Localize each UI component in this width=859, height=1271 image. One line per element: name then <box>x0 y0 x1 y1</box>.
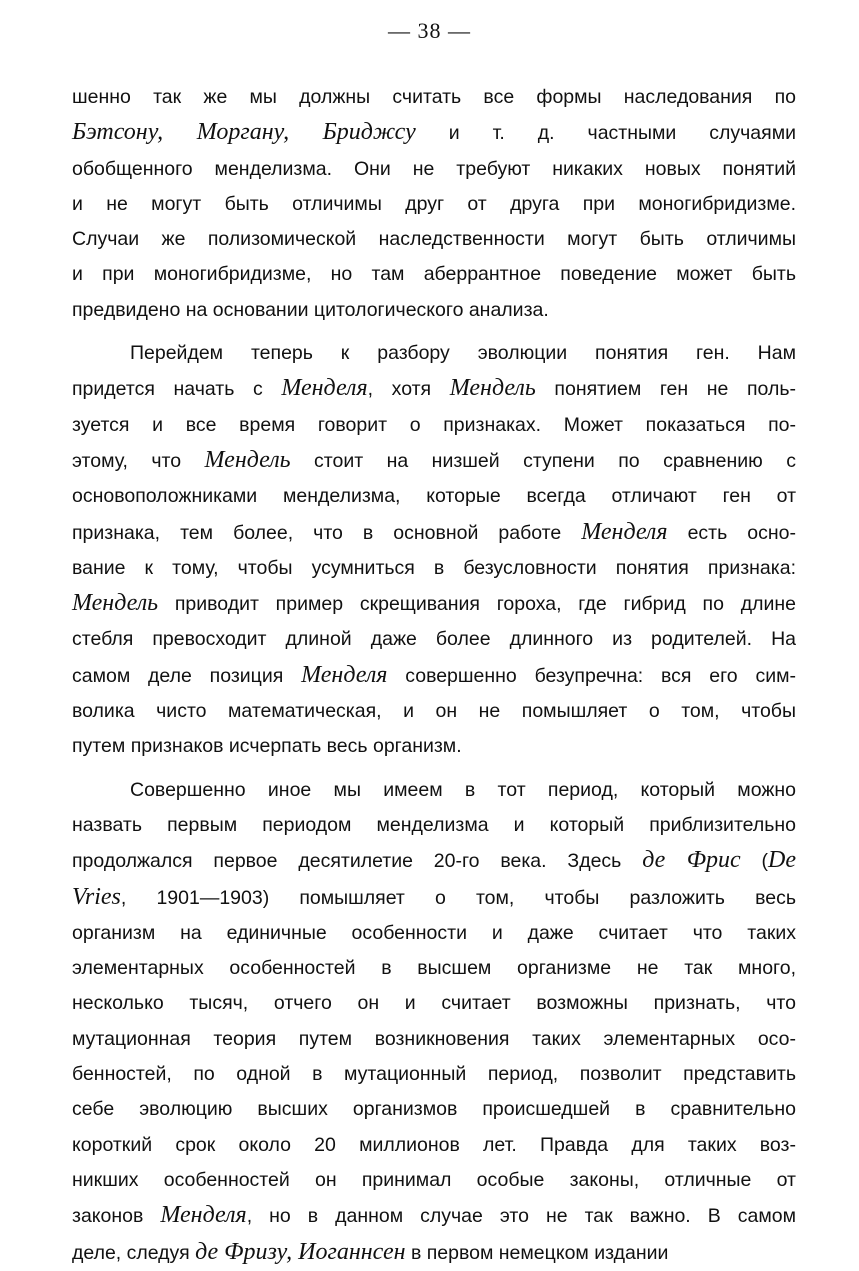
page-number: — 38 — <box>388 18 471 43</box>
text-line: Бэтсону, Моргану, Бриджсу и т. д. частными случаями <box>72 119 796 146</box>
text-line: продолжался первое десятилетие 20-го века. Здесь де Фрис (De <box>72 847 796 874</box>
italic-name: Бэтсону, Моргану, Бриджсу <box>72 119 416 146</box>
italic-name: Менделя <box>301 661 388 688</box>
text-line: несколько тысяч, отчего он и считает возможны признать, что <box>72 992 796 1015</box>
text-line: законов Менделя, но в данном случае это не так важно. В самом <box>72 1202 796 1229</box>
italic-name: Мендель <box>204 446 291 473</box>
text-line: Мендель приводит пример скрещивания гороха, где гибрид по длине <box>72 590 796 617</box>
italic-name: Менделя <box>281 375 368 402</box>
paragraph-1 <box>72 80 796 328</box>
text-line: самом деле позиция Менделя совершенно безупречна: вся его сим- <box>72 661 796 688</box>
text-line: этому, что Мендель стоит на низшей ступени по сравнению с <box>72 446 796 473</box>
text-line: предвидено на основании цитологического анализа. <box>72 298 549 321</box>
text-line: признака, тем более, что в основной работе Менделя есть осно- <box>72 518 796 545</box>
italic-name: Менделя <box>581 518 668 545</box>
text-line: шенно так же мы должны считать все формы наследования по <box>72 86 796 108</box>
italic-name: Менделя <box>160 1202 247 1229</box>
text-line: обобщенного менделизма. Они не требуют никаких новых понятий <box>72 157 796 180</box>
text-line: основоположниками менделизма, которые всегда отличают ген от <box>72 485 796 508</box>
text-line: себе эволюцию высших организмов происшедшей в сравнительно <box>72 1098 796 1121</box>
body-text <box>72 80 796 1271</box>
text-line: придется начать с Менделя, хотя Мендель понятием ген не поль- <box>72 375 796 402</box>
text-line: и при моногибридизме, но там аберрантное поведение может быть <box>72 263 796 286</box>
text-line: короткий срок около 20 миллионов лет. Правда для таких воз- <box>72 1133 796 1156</box>
text-line: и не могут быть отличимы друг от друга при моногибридизме. <box>72 192 796 215</box>
text-line: Перейдем теперь к разбору эволюции понятия ген. Нам <box>130 342 796 365</box>
text-line: путем признаков исчерпать весь организм. <box>72 735 462 758</box>
text-line: организм на единичные особенности и даже считает что таких <box>72 921 796 944</box>
text-line: Случаи же полизомической наследственности могут быть отличимы <box>72 228 796 251</box>
italic-name: Мендель <box>449 375 536 402</box>
text-line: мутационная теория путем возникновения таких элементарных осо- <box>72 1027 796 1050</box>
italic-name: Vries <box>72 883 121 910</box>
italic-name: де Фрис <box>642 847 741 874</box>
italic-name: Мендель <box>72 590 159 617</box>
text-line: зуется и все время говорит о признаках. Может показаться по- <box>72 413 796 436</box>
text-line: вание к тому, чтобы усумниться в безусловности понятия признака: <box>72 556 796 579</box>
text-line: Vries, 1901—1903) помышляет о том, чтобы разложить весь <box>72 883 796 910</box>
text-line: деле, следуя де Фризу, Иоганнсен в первом немецком издании <box>72 1238 669 1265</box>
text-line: никших особенностей он принимал особые законы, отличные от <box>72 1168 796 1191</box>
paragraph-3 <box>72 773 796 1271</box>
text-line: назвать первым периодом менделизма и который приблизительно <box>72 813 796 836</box>
paragraph-2 <box>72 336 796 765</box>
text-line: элементарных особенностей в высшем организме не так много, <box>72 957 796 980</box>
text-line: волика чисто математическая, и он не помышляет о том, чтобы <box>72 700 796 723</box>
text-line: Совершенно иное мы имеем в тот период, который можно <box>130 778 796 801</box>
italic-name: De <box>768 847 796 874</box>
text-line: бенностей, по одной в мутационный период, позволит представить <box>72 1063 796 1086</box>
text-line: стебля превосходит длиной даже более длинного из родителей. На <box>72 628 796 651</box>
italic-name: де Фризу, Иоганнсен <box>195 1238 406 1265</box>
